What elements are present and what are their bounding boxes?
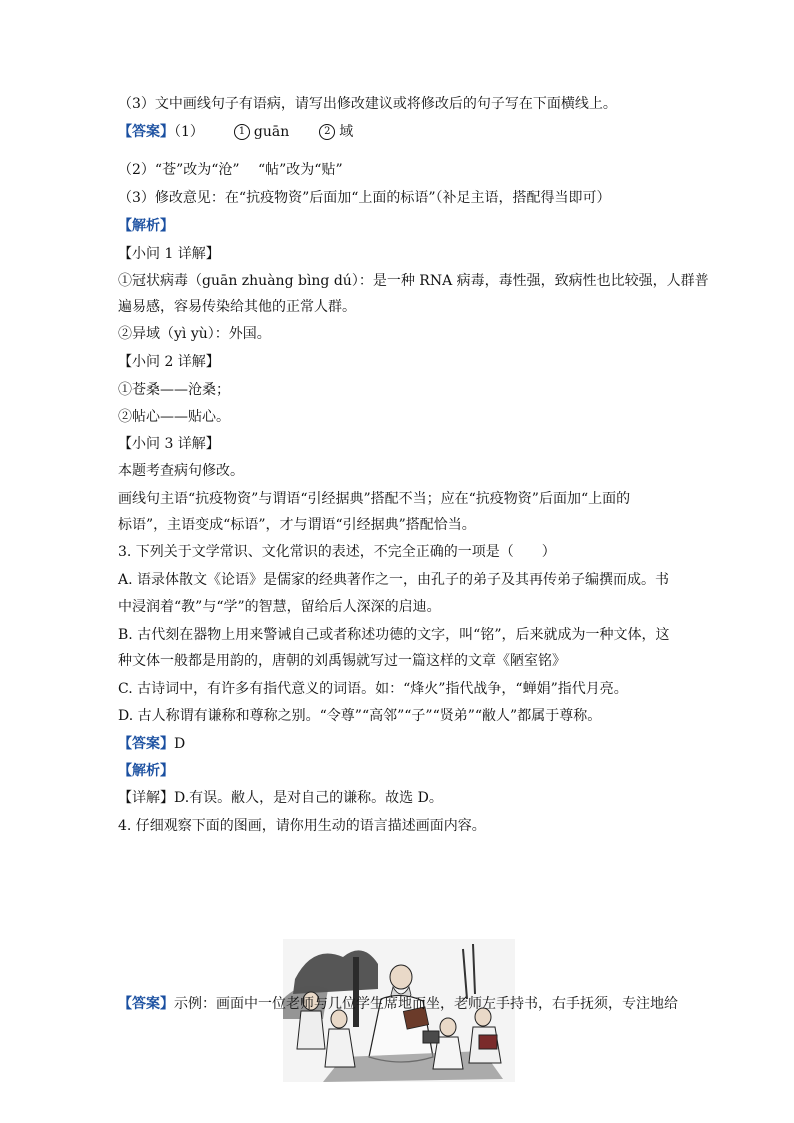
circled-number-2: 2 [319,124,335,140]
question-3-stem: 3. 下列关于文学常识、文化常识的表述，不完全正确的一项是（ ） [118,544,556,560]
detail-line: 画线句主语“抗疫物资”与谓语“引经据典”搭配不当；应在“抗疫物资”后面加“上面的 [118,491,631,507]
answer-text: 示例：画面中一位老师与几位学生席地而坐，老师左手持书，右手抚须，专注地给 [174,996,678,1012]
answer-value: D [174,736,186,752]
circled-number-1: 1 [234,124,250,140]
detail-line: 本题考查病句修改。 [118,463,244,479]
option-c: C. 古诗词中，有许多有指代意义的词语。如：“烽火”指代战争，“蝉娟”指代月亮。 [118,681,628,697]
detail-line: 遍易感，容易传染给其他的正常人群。 [118,299,356,315]
answer-line-2: （2）“苍”改为“沧” “帖”改为“贴” [118,162,343,178]
analysis-tag: 【解析】 [118,218,174,234]
question-4-stem: 4. 仔细观察下面的图画，请你用生动的语言描述画面内容。 [118,818,486,834]
sub-question-1-heading: 【小问 1 详解】 [118,246,220,262]
answer-tag: 【答案】 [118,736,174,752]
answer-char: 域 [339,124,354,140]
option-d: D. 古人称谓有谦称和尊称之别。“令尊”“高邻”“子”“贤弟”“敝人”都属于尊称。 [118,708,602,724]
question-3-sub-3: （3）文中画线句子有语病，请写出修改建议或将修改后的句子写在下面横线上。 [118,96,617,112]
detail-line: ②帖心——贴心。 [118,409,230,425]
sub-question-3-heading: 【小问 3 详解】 [118,436,220,452]
answer-q3 [118,734,185,754]
sub-question-2-heading: 【小问 2 详解】 [118,354,220,370]
answer-q4 [118,994,678,1014]
option-a-cont: 中浸润着“教”与“学”的智慧，留给后人深深的启迪。 [118,599,441,615]
answer-tag: 【答案】 [118,996,174,1012]
analysis-tag: 【解析】 [118,763,174,779]
option-b-cont: 种文体一般都是用韵的，唐朝的刘禹锡就写过一篇这样的文章《陋室铭》 [118,653,566,669]
answer-tag: 【答案】 [118,124,174,140]
answer-line-1 [118,122,353,142]
detail-line: 标语”，主语变成“标语”，才与谓语“引经据典”搭配恰当。 [118,517,476,533]
option-b: B. 古代刻在器物上用来警诫自己或者称述功德的文字，叫“铭”，后来就成为一种文体，这 [118,627,670,643]
answer-line-3: （3）修改意见：在“抗疫物资”后面加“上面的标语”（补足主语，搭配得当即可） [118,190,611,206]
detail-text: D.有误。敝人，是对自己的谦称。故选 D。 [174,790,443,806]
answer-part-1: （1） [174,124,204,140]
detail-q3 [118,788,443,808]
answer-pinyin: guān [253,124,290,140]
option-a: A. 语录体散文《论语》是儒家的经典著作之一，由孔子的弟子及其再传弟子编撰而成。书 [118,572,670,588]
detail-tag: 【详解】 [118,790,174,806]
detail-line: ①苍桑——沧桑； [118,382,230,398]
detail-line: ①冠状病毒（guān zhuàng bìng dú）：是一种 RNA 病毒，毒性强，致病性也比较强，人群普 [118,273,709,289]
detail-line: ②异域（yì yù）：外国。 [118,326,271,342]
